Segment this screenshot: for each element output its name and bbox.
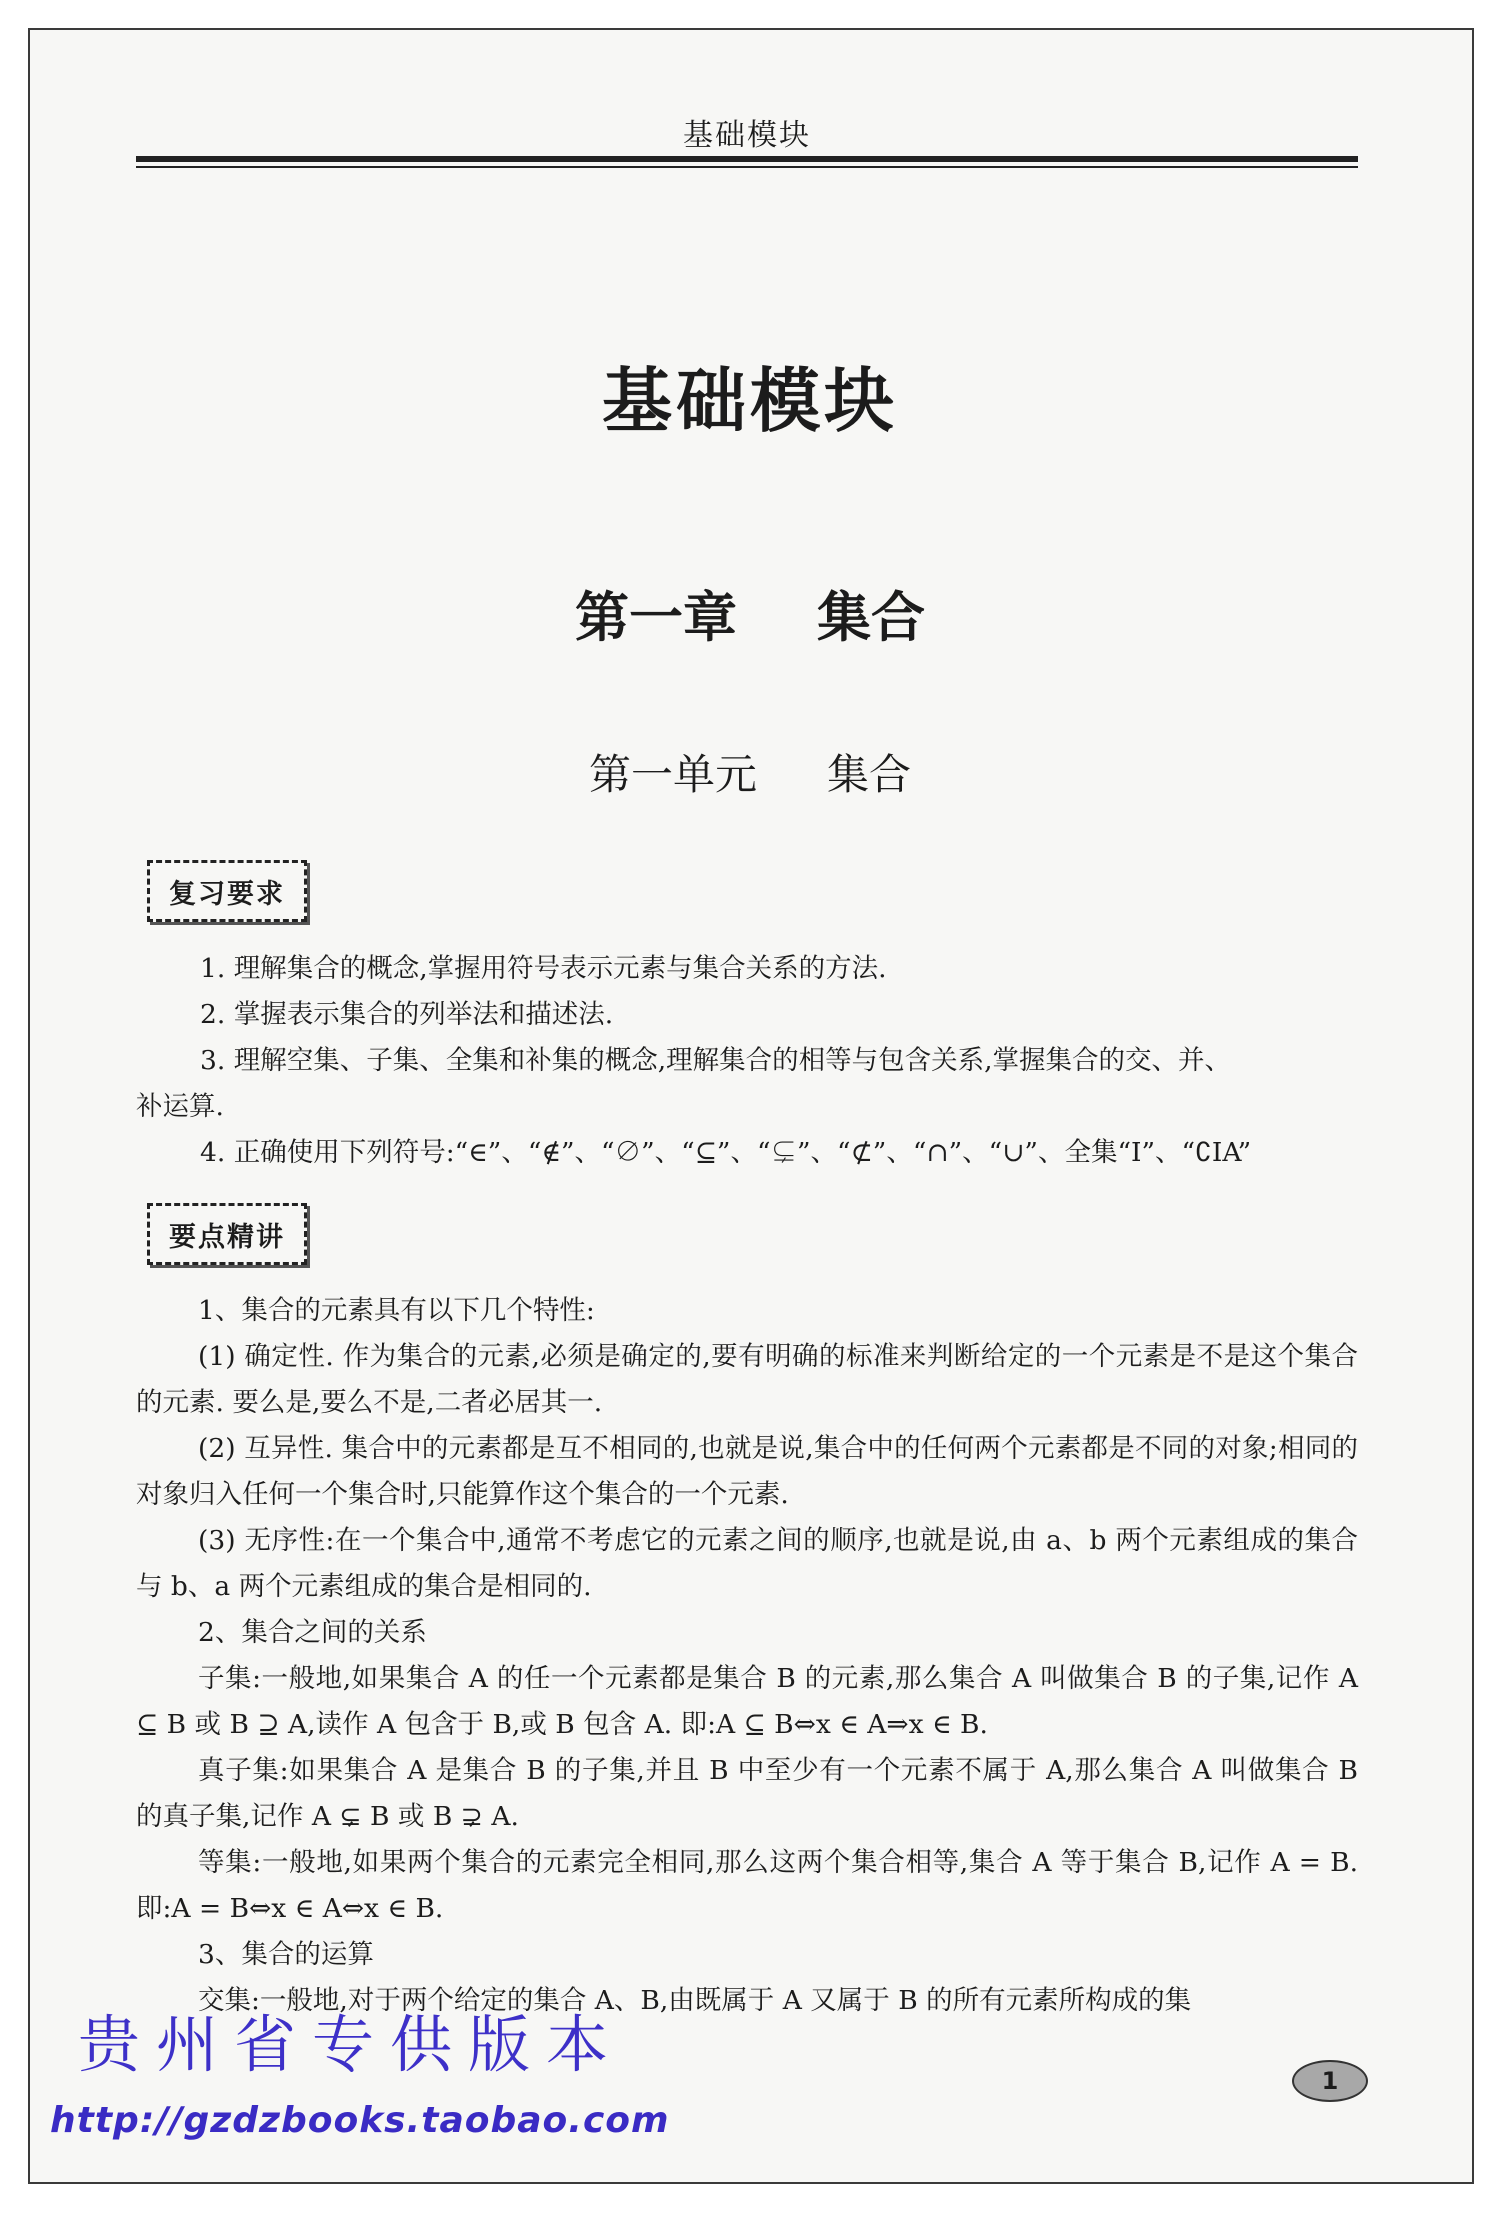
header-rule-thin [136, 166, 1358, 168]
section-heading: 3、集合的运算 [198, 1939, 374, 1970]
section-heading: 2、集合之间的关系 [198, 1617, 427, 1648]
paragraph: (2) 互异性. 集合中的元素都是互不相同的,也就是说,集合中的任何两个元素都是不同的对象;相同的对象归入任何一个集合时,只能算作这个集合的一个元素. [136, 1433, 1358, 1510]
chapter-title [0, 575, 1500, 652]
watermark-url: http://gzdzbooks.taobao.com [50, 2100, 670, 2141]
watermark-text: 贵州省专供版本 [78, 2008, 625, 2081]
chapter-name: 集合 [817, 586, 925, 649]
paragraph: 等集:一般地,如果两个集合的元素完全相同,那么这两个集合相等,集合 A 等于集合 B,记作 A = B. 即:A = B⇔x ∈ A⇔x ∈ B. [136, 1847, 1358, 1924]
unit-title [0, 742, 1500, 802]
review-requirements-label: 复习要求 [147, 860, 307, 922]
unit-name: 集合 [827, 750, 912, 799]
paragraph: 真子集:如果集合 A 是集合 B 的子集,并且 B 中至少有一个元素不属于 A,那么集合 A 叫做集合 B 的真子集,记作 A ⊊ B 或 B ⊋ A. [136, 1755, 1358, 1832]
paragraph: 子集:一般地,如果集合 A 的任一个元素都是集合 B 的元素,那么集合 A 叫做集合 B 的子集,记作 A ⊆ B 或 B ⊇ A,读作 A 包含于 B,或 B 包含 A. 即:A ⊆ B⇔x ∈ A⇒x ∈ B. [136, 1663, 1358, 1740]
page-number: 1 [1292, 2060, 1368, 2102]
chapter-number: 第一章 [575, 586, 737, 649]
paragraph: (3) 无序性:在一个集合中,通常不考虑它的元素之间的顺序,也就是说,由 a、b 两个元素组成的集合与 b、a 两个元素组成的集合是相同的. [136, 1525, 1358, 1602]
running-head: 基础模块 [683, 118, 811, 153]
review-item-1: 1. 理解集合的概念,掌握用符号表示元素与集合关系的方法. [200, 953, 887, 984]
review-list [200, 946, 1358, 1084]
key-points-body [136, 1288, 1358, 2024]
paragraph: 1、集合的元素具有以下几个特性: [198, 1295, 595, 1326]
review-item-3: 3. 理解空集、子集、全集和补集的概念,理解集合的相等与包含关系,掌握集合的交、并、 [200, 1045, 1232, 1076]
key-points-label: 要点精讲 [147, 1203, 307, 1265]
paragraph: (1) 确定性. 作为集合的元素,必须是确定的,要有明确的标准来判断给定的一个元素是不是这个集合的元素. 要么是,要么不是,二者必居其一. [136, 1341, 1358, 1418]
header-rule [136, 156, 1358, 162]
review-item-3-cont: 补运算. [136, 1091, 224, 1122]
review-item-4: 4. 正确使用下列符号:“∈”、“∉”、“∅”、“⊆”、“⊊”、“⊄”、“∩”、“∪”、全集“I”、“∁IA” [200, 1137, 1252, 1168]
module-title: 基础模块 [602, 360, 898, 442]
review-item-2: 2. 掌握表示集合的列举法和描述法. [200, 999, 614, 1030]
paragraph: 交集:一般地,对于两个给定的集合 A、B,由既属于 A 又属于 B 的所有元素所构成的集 [198, 1985, 1192, 2016]
unit-number: 第一单元 [588, 750, 757, 799]
